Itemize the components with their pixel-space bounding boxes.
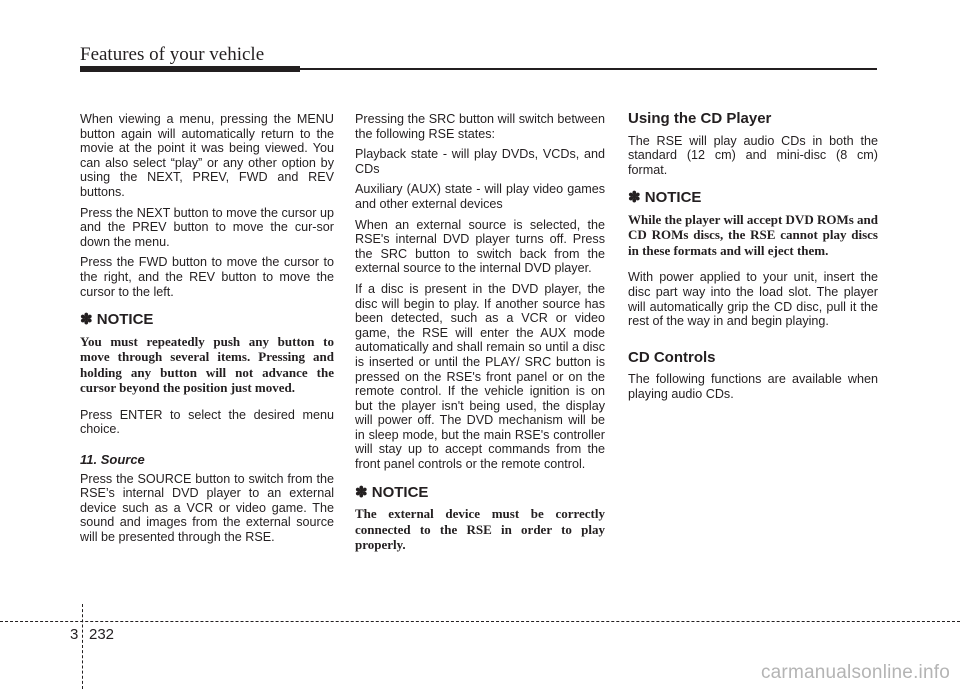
- paragraph: Auxiliary (AUX) state - will play video games and other external devices: [355, 182, 605, 211]
- paragraph: Press the SOURCE button to switch from the RSE’s internal DVD player to an external device such as a VCR or video game. The sound and images from the external source will be presented through the RSE.: [80, 471, 334, 544]
- section-heading: CD Controls: [628, 348, 716, 366]
- paragraph: If a disc is present in the DVD player, the disc will begin to play. If another source has been detected, such as a VCR or video game, the RSE will enter the AUX mode automatically and shall remain so until a disc is inserted or until the PLAY/ SRC button is pressed on the RSE's front panel or on the remote control. If the vehicle ignition is on but the player isn't being used, the display will power off. The DVD mechanism will be in sleep mode, but the main RSE's controller will stay up to accept commands from the front panel controls or the remote control.: [355, 281, 605, 472]
- header-title: Features of your vehicle: [80, 44, 265, 65]
- paragraph: Press ENTER to select the desired menu choice.: [80, 407, 334, 437]
- paragraph: Playback state - will play DVDs, VCDs, and CDs: [355, 147, 605, 176]
- header-bar: [80, 66, 300, 72]
- paragraph: The following functions are available when playing audio CDs.: [628, 372, 878, 402]
- notice-heading: ✽ NOTICE: [355, 483, 429, 501]
- column-middle: [355, 112, 605, 565]
- paragraph: Press the NEXT button to move the cursor up and the PREV button to move the cur-sor down the menu.: [80, 205, 334, 249]
- paragraph: When viewing a menu, pressing the MENU button again will automatically return to the movie at the point it was being viewed. You can also select “play” or any other option by using the NEXT, PREV, FWD and REV buttons.: [80, 112, 334, 199]
- header-rule: [300, 68, 877, 70]
- paragraph: Press the FWD button to move the cursor to the right, and the REV button to move the cursor to the left.: [80, 255, 334, 299]
- notice-heading: ✽ NOTICE: [628, 189, 702, 207]
- section-heading: Using the CD Player: [628, 110, 772, 127]
- paragraph: When an external source is selected, the RSE's internal DVD player turns off. Press the SRC button to switch back from the external source to the internal DVD player.: [355, 217, 605, 276]
- page-number: 232: [89, 626, 115, 643]
- column-left: [80, 112, 334, 550]
- footer-rule: [0, 621, 960, 622]
- chapter-number: 3: [70, 626, 79, 643]
- notice-body: The external device must be correctly connected to the RSE in order to play properly.: [355, 506, 605, 553]
- paragraph: With power applied to your unit, insert the disc part way into the load slot. The player will automatically grip the CD disc, pull it the rest of the way in and begin playing.: [628, 270, 878, 329]
- column-right: [628, 112, 878, 408]
- notice-heading: ✽ NOTICE: [80, 311, 154, 329]
- paragraph: Pressing the SRC button will switch between the following RSE states:: [355, 112, 605, 141]
- notice-body: While the player will accept DVD ROMs and CD ROMs discs, the RSE cannot play discs in these formats and will eject them.: [628, 211, 878, 258]
- paragraph: The RSE will play audio CDs in both the standard (12 cm) and mini-disc (8 cm) format.: [628, 133, 878, 177]
- subheading: 11. Source: [80, 451, 145, 467]
- watermark: carmanualsonline.info: [760, 662, 950, 683]
- notice-body: You must repeatedly push any button to move through several items. Pressing and holding any button will not advance the cursor beyond the position just moved.: [80, 333, 334, 396]
- footer-divider: [82, 604, 83, 689]
